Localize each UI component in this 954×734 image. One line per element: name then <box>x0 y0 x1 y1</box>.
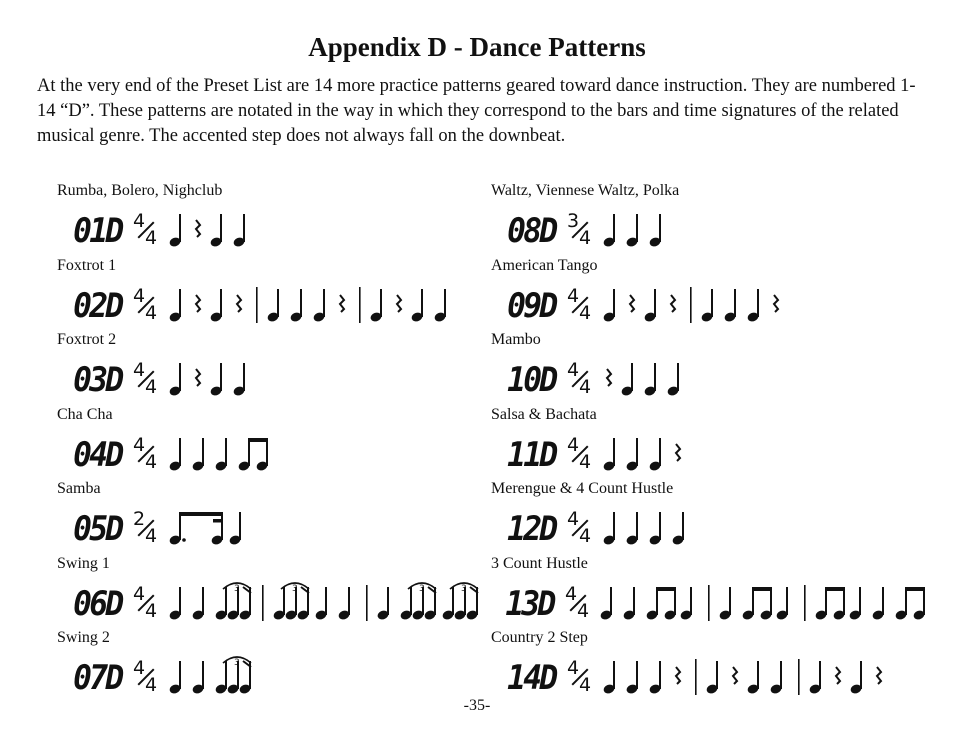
quarter-note-icon <box>808 661 821 695</box>
dance-pattern <box>57 555 497 630</box>
pattern-row <box>491 502 931 548</box>
pattern-row <box>491 279 931 325</box>
eighth-note-icon <box>741 587 754 621</box>
eighth-note-icon <box>645 587 658 621</box>
quarter-note-icon <box>671 512 684 546</box>
quarter-note-icon <box>666 363 679 397</box>
dotted-eighth-sixteenth-icon <box>168 512 223 546</box>
bar-line <box>359 287 361 323</box>
quarter-note-icon <box>643 289 656 323</box>
quarter-note-icon <box>209 289 222 323</box>
time-signature-numerator: 4 <box>133 359 146 381</box>
eighth-note-icon <box>912 587 925 621</box>
pattern-code: 06D <box>73 583 122 624</box>
time-signature <box>565 659 599 697</box>
quarter-rest-icon <box>671 295 675 312</box>
time-signature <box>131 433 165 474</box>
pattern-row <box>57 353 497 399</box>
quarter-note-icon <box>312 289 325 323</box>
quarter-note-icon <box>410 289 423 323</box>
time-signature <box>565 510 599 548</box>
quarter-note-icon <box>232 214 245 248</box>
quarter-note-icon <box>314 587 327 621</box>
dance-pattern <box>57 629 497 704</box>
quarter-note-icon <box>168 661 181 695</box>
quarter-note-icon <box>871 587 884 621</box>
pattern-name: Swing 1 <box>57 554 110 572</box>
time-signature-denominator: 4 <box>145 227 158 249</box>
quarter-note-icon <box>625 661 638 695</box>
right-pattern-column <box>491 182 931 704</box>
bar-line <box>262 585 264 621</box>
dance-pattern <box>57 480 497 555</box>
time-signature-denominator: 4 <box>579 227 592 249</box>
pattern-name: Merengue & 4 Count Hustle <box>491 480 674 497</box>
quarter-note-icon <box>266 289 279 323</box>
quarter-note-icon <box>602 289 615 323</box>
pattern-code: 07D <box>73 658 122 698</box>
eighth-pair-icon <box>741 587 772 621</box>
quarter-note-icon <box>228 512 241 546</box>
eighth-note-icon <box>663 587 676 621</box>
quarter-note-icon <box>214 438 227 472</box>
time-signature <box>565 433 599 474</box>
time-signature-denominator: 4 <box>145 450 158 473</box>
quarter-note-icon <box>168 214 181 248</box>
quarter-rest-icon <box>397 295 401 312</box>
eighth-pair-icon <box>814 587 845 621</box>
time-signature-denominator: 4 <box>145 525 158 547</box>
quarter-note-icon <box>679 587 692 621</box>
triplet-mark: 3 <box>234 583 240 594</box>
time-signature-denominator: 4 <box>145 674 158 696</box>
quarter-note-icon <box>191 438 204 472</box>
notation-sequence <box>596 577 931 623</box>
notation <box>599 204 674 250</box>
pattern-name: Samba <box>57 480 101 497</box>
intro-paragraph: At the very end of the Preset List are 14 more practice patterns geared toward dance instruction. They are numbered 1-14 “D”. These patterns are notated in the way in which they correspond to the bars and time signatures of the related musical genre. The accented step does not always fall on the downbeat. <box>37 76 916 146</box>
pattern-name: Salsa & Bachata <box>491 405 597 423</box>
notation-sequence <box>165 502 254 548</box>
time-signature-numerator: 4 <box>133 284 146 307</box>
sixteenth-note-icon <box>210 512 223 546</box>
quarter-note-icon <box>775 587 788 621</box>
pattern-code: 14D <box>507 658 556 698</box>
quarter-note-icon <box>625 512 638 546</box>
triplet-icon <box>214 583 251 621</box>
time-signature-numerator: 4 <box>567 433 580 456</box>
time-signature-denominator: 4 <box>579 376 592 398</box>
notation-sequence <box>599 651 893 697</box>
bar-line <box>690 287 692 323</box>
eighth-note-icon <box>399 587 412 621</box>
dance-pattern <box>57 257 497 332</box>
notation <box>165 651 259 697</box>
quarter-note-icon <box>705 661 718 695</box>
pattern-code: 13D <box>505 583 554 624</box>
quarter-rest-icon <box>733 667 737 684</box>
dance-pattern <box>491 257 931 332</box>
quarter-note-icon <box>625 214 638 248</box>
quarter-note-icon <box>648 438 661 472</box>
eighth-note-icon <box>237 438 250 472</box>
notation <box>165 577 486 623</box>
quarter-note-icon <box>369 289 382 323</box>
dance-pattern <box>491 406 931 481</box>
quarter-rest-icon <box>877 667 881 684</box>
notation-sequence <box>165 353 258 399</box>
pattern-code: 05D <box>73 509 122 549</box>
quarter-note-icon <box>625 438 638 472</box>
time-signature-numerator: 4 <box>567 359 580 381</box>
time-signature-numerator: 3 <box>567 210 580 232</box>
quarter-note-icon <box>168 587 181 621</box>
pattern-code: 08D <box>507 211 556 251</box>
bar-line <box>366 585 368 621</box>
pattern-code: 02D <box>73 285 122 326</box>
pattern-code: 01D <box>73 211 122 251</box>
quarter-note-icon <box>848 587 861 621</box>
pattern-row <box>491 577 931 623</box>
quarter-note-icon <box>191 587 204 621</box>
quarter-rest-icon <box>774 295 778 312</box>
quarter-note-icon <box>232 363 245 397</box>
triplet-mark: 3 <box>292 583 298 594</box>
eighth-note-icon <box>832 587 845 621</box>
quarter-note-icon <box>602 512 615 546</box>
quarter-note-icon <box>622 587 635 621</box>
pattern-code: 12D <box>507 509 556 549</box>
pattern-row <box>57 204 497 250</box>
eighth-note-icon <box>894 587 907 621</box>
pattern-name: American Tango <box>491 256 598 274</box>
time-signature <box>131 510 165 548</box>
time-signature-denominator: 4 <box>579 301 592 324</box>
quarter-rest-icon <box>836 667 840 684</box>
notation <box>165 502 254 548</box>
dance-pattern <box>491 629 931 704</box>
triplet-icon <box>399 583 436 621</box>
quarter-rest-icon <box>340 295 344 312</box>
eighth-note-icon <box>214 661 227 695</box>
quarter-note-icon <box>648 512 661 546</box>
pattern-code: 11D <box>507 434 556 475</box>
pattern-code: 03D <box>73 360 122 400</box>
time-signature-numerator: 4 <box>133 657 146 679</box>
eighth-note-icon <box>214 587 227 621</box>
quarter-rest-icon <box>237 295 241 312</box>
dance-pattern <box>57 331 497 406</box>
time-signature-denominator: 4 <box>145 301 158 324</box>
time-signature <box>131 361 165 399</box>
notation-sequence <box>599 279 790 325</box>
pattern-name: 3 Count Hustle <box>491 554 588 572</box>
notation-sequence <box>599 428 692 474</box>
quarter-rest-icon <box>676 444 680 461</box>
quarter-note-icon <box>643 363 656 397</box>
triplet-mark: 3 <box>234 658 240 668</box>
quarter-note-icon <box>718 587 731 621</box>
pattern-code: 04D <box>73 434 122 475</box>
time-signature-numerator: 4 <box>567 657 580 679</box>
time-signature-denominator: 4 <box>145 376 158 398</box>
quarter-note-icon <box>599 587 612 621</box>
pattern-row <box>57 428 497 474</box>
quarter-note-icon <box>209 363 222 397</box>
pattern-name: Foxtrot 2 <box>57 331 117 348</box>
left-pattern-column <box>57 182 497 704</box>
dance-pattern <box>491 331 931 406</box>
quarter-note-icon <box>620 363 633 397</box>
eighth-note-icon <box>759 587 772 621</box>
quarter-note-icon <box>769 661 782 695</box>
notation <box>599 502 697 548</box>
pattern-row <box>491 353 931 399</box>
dance-pattern <box>57 182 497 257</box>
quarter-note-icon <box>602 661 615 695</box>
quarter-note-icon <box>168 438 181 472</box>
time-signature <box>565 212 599 250</box>
triplet-icon <box>214 657 251 695</box>
dance-pattern <box>491 555 931 630</box>
notation <box>165 204 258 250</box>
quarter-note-icon <box>746 661 759 695</box>
time-signature <box>131 659 165 697</box>
quarter-note-icon <box>849 661 862 695</box>
bar-line <box>804 585 806 621</box>
bar-line <box>708 585 710 621</box>
quarter-note-icon <box>168 363 181 397</box>
time-signature <box>563 582 596 623</box>
notation <box>165 428 274 474</box>
pattern-name: Rumba, Bolero, Nighclub <box>57 182 223 199</box>
triplet-icon <box>272 583 309 621</box>
notation <box>599 651 893 697</box>
quarter-rest-icon <box>196 369 200 386</box>
time-signature-denominator: 4 <box>145 599 158 622</box>
eighth-note-icon <box>255 438 268 472</box>
time-signature-denominator: 4 <box>579 674 592 696</box>
notation-sequence <box>599 502 697 548</box>
bar-line <box>256 287 258 323</box>
notation <box>599 279 790 325</box>
pattern-name: Foxtrot 1 <box>57 256 117 274</box>
quarter-rest-icon <box>196 295 200 312</box>
eighth-pair-icon <box>894 587 925 621</box>
pattern-row <box>491 204 931 250</box>
pattern-name: Cha Cha <box>57 405 113 423</box>
pattern-name: Mambo <box>491 331 541 348</box>
notation-sequence <box>165 279 459 325</box>
time-signature <box>565 284 599 325</box>
time-signature-denominator: 4 <box>576 599 590 622</box>
eighth-note-icon <box>272 587 285 621</box>
quarter-note-icon <box>648 661 661 695</box>
quarter-note-icon <box>209 214 222 248</box>
notation-sequence <box>165 577 486 623</box>
notation <box>599 353 692 399</box>
quarter-note-icon <box>746 289 759 323</box>
eighth-note-icon <box>441 587 454 621</box>
quarter-note-icon <box>723 289 736 323</box>
pattern-row <box>491 428 931 474</box>
notation-sequence <box>599 353 692 399</box>
quarter-note-icon <box>648 214 661 248</box>
time-signature <box>565 361 599 399</box>
pattern-name: Country 2 Step <box>491 629 588 646</box>
triplet-icon <box>441 583 478 621</box>
notation <box>165 353 258 399</box>
notation-sequence <box>165 428 274 474</box>
quarter-note-icon <box>700 289 713 323</box>
notation-sequence <box>165 651 259 697</box>
triplet-mark: 3 <box>419 583 425 594</box>
eighth-note-icon <box>814 587 827 621</box>
eighth-pair-icon <box>645 587 676 621</box>
quarter-note-icon <box>289 289 302 323</box>
dotted-eighth-note-icon <box>168 512 181 546</box>
dance-pattern <box>57 406 497 481</box>
triplet-mark: 3 <box>461 583 467 594</box>
eighth-pair-icon <box>237 438 268 472</box>
notation <box>596 577 931 623</box>
quarter-rest-icon <box>676 667 680 684</box>
notation-sequence <box>599 204 674 250</box>
time-signature <box>131 582 165 623</box>
quarter-rest-icon <box>630 295 634 312</box>
notation-sequence <box>165 204 258 250</box>
pattern-row <box>57 279 497 325</box>
time-signature-denominator: 4 <box>579 450 592 473</box>
time-signature-numerator: 4 <box>133 210 146 232</box>
quarter-note-icon <box>337 587 350 621</box>
pattern-row <box>57 651 497 697</box>
quarter-note-icon <box>602 438 615 472</box>
dance-pattern <box>491 480 931 555</box>
quarter-rest-icon <box>196 220 200 237</box>
bar-line <box>695 659 697 695</box>
time-signature-numerator: 2 <box>133 508 146 530</box>
notation <box>599 428 692 474</box>
quarter-note-icon <box>168 289 181 323</box>
pattern-row <box>57 502 497 548</box>
time-signature-denominator: 4 <box>579 525 592 547</box>
bar-line <box>798 659 800 695</box>
time-signature-numerator: 4 <box>567 284 580 307</box>
time-signature-numerator: 4 <box>567 508 580 530</box>
time-signature-numerator: 4 <box>133 433 146 456</box>
quarter-note-icon <box>602 214 615 248</box>
quarter-rest-icon <box>607 369 611 386</box>
time-signature-numerator: 4 <box>133 582 146 605</box>
pattern-code: 09D <box>507 285 556 326</box>
quarter-note-icon <box>433 289 446 323</box>
time-signature <box>131 212 165 250</box>
notation <box>165 279 459 325</box>
pattern-name: Swing 2 <box>57 629 110 646</box>
quarter-note-icon <box>191 661 204 695</box>
time-signature-numerator: 4 <box>564 582 578 605</box>
pattern-row <box>57 577 497 623</box>
quarter-note-icon <box>376 587 389 621</box>
pattern-name: Waltz, Viennese Waltz, Polka <box>491 182 680 199</box>
page-number: -35- <box>463 697 491 714</box>
dance-pattern <box>491 182 931 257</box>
time-signature <box>131 284 165 325</box>
pattern-code: 10D <box>507 360 556 400</box>
pattern-row <box>491 651 931 697</box>
page-title: Appendix D - Dance Patterns <box>308 32 646 62</box>
